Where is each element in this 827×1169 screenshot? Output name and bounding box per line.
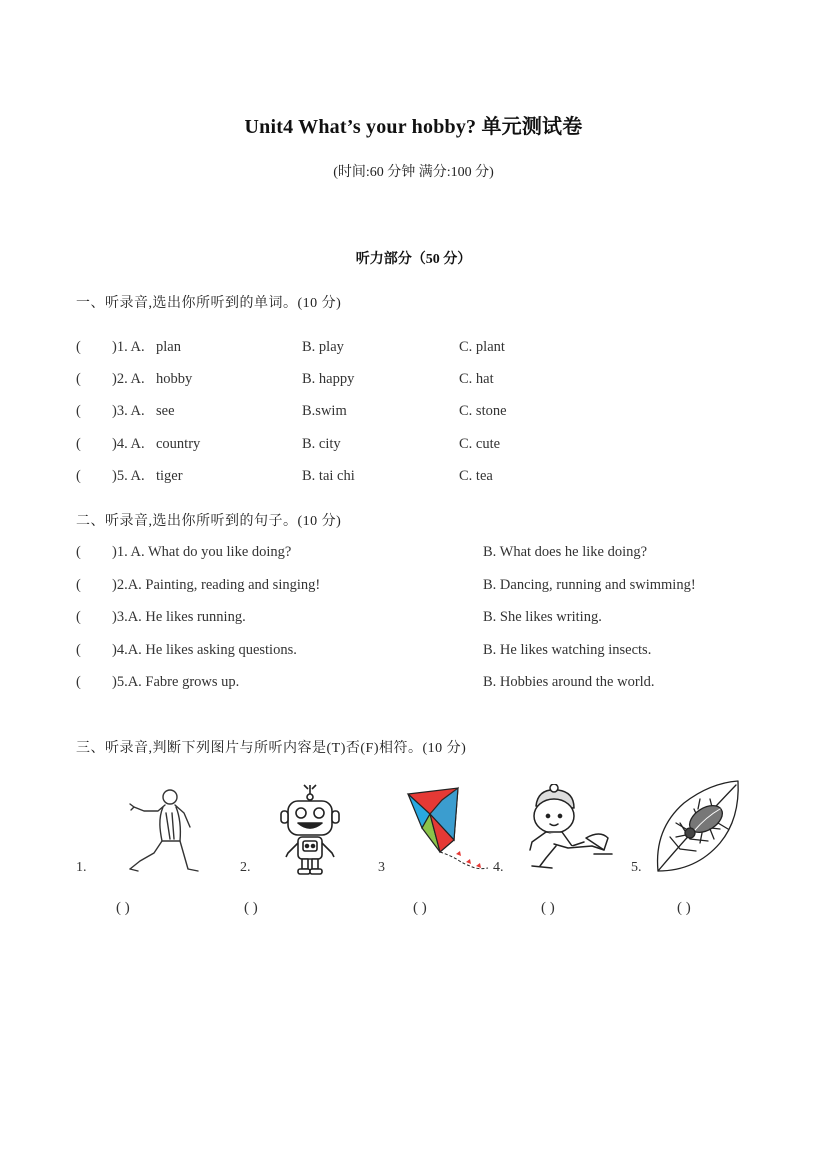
section1-question-2 (0, 368, 827, 390)
question-number: )1. A. (112, 339, 145, 355)
time-score-info: (时间:60 分钟 满分:100 分) (333, 165, 494, 180)
picture-label-5: 5. (631, 860, 642, 875)
answer-bracket[interactable]: ( (76, 577, 81, 593)
option-c: C. plant (459, 339, 505, 355)
answer-bracket[interactable]: ( (76, 371, 81, 387)
beetle-on-leaf-icon (650, 779, 744, 875)
tai-chi-figure-icon (118, 783, 208, 878)
option-a: see (156, 403, 175, 419)
section2-question-4 (0, 639, 827, 661)
option-b: B. tai chi (302, 468, 355, 484)
option-a: plan (156, 339, 181, 355)
answer-blank-3[interactable]: ( ) (413, 900, 427, 916)
option-b: B. play (302, 339, 344, 355)
question-number: )4. A. (112, 436, 145, 452)
answer-blank-2[interactable]: ( ) (244, 900, 258, 916)
option-a: )4.A. He likes asking questions. (112, 642, 297, 658)
listening-part-title: 听力部分（50 分） (355, 252, 472, 267)
answer-bracket[interactable]: ( (76, 468, 81, 484)
section1-title: 一、听录音,选出你所听到的单词。(10 分) (76, 296, 342, 311)
option-b: B. What does he like doing? (483, 544, 648, 560)
picture-label-2: 2. (240, 860, 251, 875)
option-c: C. stone (459, 403, 507, 419)
picture-label-1: 1. (76, 860, 87, 875)
option-b: B. happy (302, 371, 355, 387)
option-a: )5.A. Fabre grows up. (112, 674, 240, 690)
section2-title: 二、听录音,选出你所听到的句子。(10 分) (76, 514, 342, 529)
answer-blank-5[interactable]: ( ) (677, 900, 691, 916)
option-b: B. city (302, 436, 341, 452)
answer-bracket[interactable]: ( (76, 642, 81, 658)
option-a: hobby (156, 371, 193, 387)
answer-bracket[interactable]: ( (76, 339, 81, 355)
skating-child-icon (522, 784, 616, 874)
section3-title: 三、听录音,判断下列图片与所听内容是(T)否(F)相符。(10 分) (76, 741, 467, 756)
answer-bracket[interactable]: ( (76, 674, 81, 690)
option-c: C. hat (459, 371, 494, 387)
answer-bracket[interactable]: ( (76, 544, 81, 560)
kite-icon (402, 786, 494, 876)
section2-question-5 (0, 671, 827, 693)
option-b: B. Hobbies around the world. (483, 674, 655, 690)
option-a: country (156, 436, 201, 452)
option-b: B.swim (302, 403, 347, 419)
option-a: tiger (156, 468, 183, 484)
section2-question-3 (0, 606, 827, 628)
section1-question-3 (0, 400, 827, 422)
option-a: )3.A. He likes running. (112, 609, 246, 625)
section1-question-5 (0, 465, 827, 487)
picture-label-3: 3 (378, 860, 385, 875)
picture-label-4: 4. (493, 860, 504, 875)
option-a: )2.A. Painting, reading and singing! (112, 577, 321, 593)
option-a: )1. A. What do you like doing? (112, 544, 292, 560)
question-number: )3. A. (112, 403, 145, 419)
section1-question-1 (0, 336, 827, 358)
robot-icon (278, 781, 342, 877)
option-b: B. She likes writing. (483, 609, 602, 625)
answer-bracket[interactable]: ( (76, 609, 81, 625)
question-number: )5. A. (112, 468, 145, 484)
section1-question-4 (0, 433, 827, 455)
answer-bracket[interactable]: ( (76, 436, 81, 452)
option-c: C. cute (459, 436, 501, 452)
page-title: Unit4 What’s your hobby? 单元测试卷 (244, 116, 583, 138)
option-b: B. He likes watching insects. (483, 642, 652, 658)
question-number: )2. A. (112, 371, 145, 387)
section2-question-2 (0, 574, 827, 596)
answer-blank-1[interactable]: ( ) (116, 900, 130, 916)
answer-bracket[interactable]: ( (76, 403, 81, 419)
option-b: B. Dancing, running and swimming! (483, 577, 696, 593)
answer-blank-4[interactable]: ( ) (541, 900, 555, 916)
section2-question-1 (0, 541, 827, 563)
option-c: C. tea (459, 468, 493, 484)
